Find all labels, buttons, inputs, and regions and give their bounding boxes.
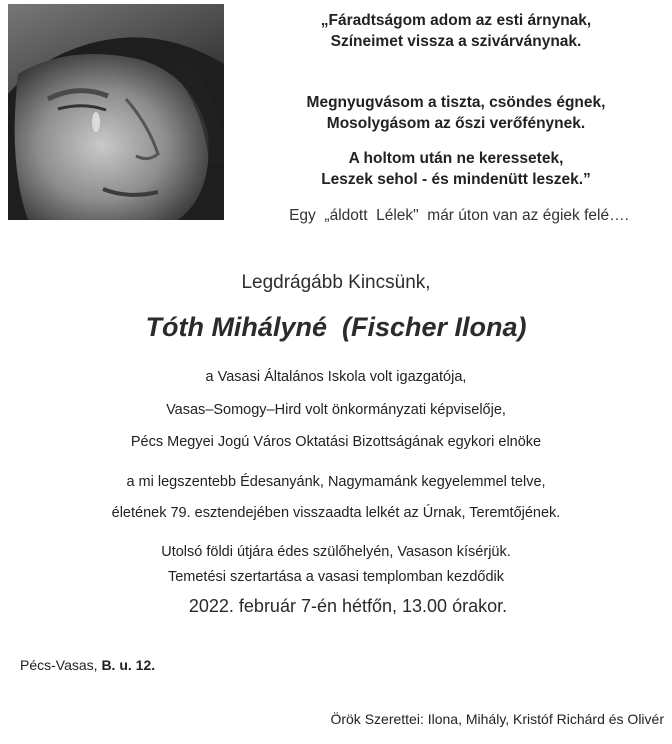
poem-stanza-2	[240, 92, 672, 134]
poem-stanza-1	[240, 10, 672, 52]
death-notice-line: a mi legszentebb Édesanyánk, Nagymamánk kegyelemmel telve,	[126, 474, 546, 490]
funeral-date: 2022. február 7-én hétfőn, 13.00 órakor.	[188, 596, 508, 616]
poem-line: Leszek sehol - és mindenütt leszek.”	[321, 171, 591, 188]
weeping-statue-photo	[8, 4, 224, 220]
poem-line: Megnyugvásom a tiszta, csöndes égnek,	[306, 94, 606, 111]
role-line: a Vasasi Általános Iskola volt igazgatója,	[205, 369, 467, 385]
poem-line: Színeimet vissza a szivárványnak.	[330, 33, 582, 50]
poem-line: A holtom után ne keressetek,	[348, 150, 564, 167]
address-number: B. u. 12.	[101, 657, 156, 673]
intro-line: Legdrágább Kincsünk,	[241, 272, 431, 293]
funeral-line: Temetési szertartása a vasasi templomban kezdődik	[167, 569, 505, 585]
poem-line: Mosolygásom az őszi verőfénynek.	[326, 115, 586, 132]
role-line: Vasas–Somogy–Hird volt önkormányzati képviselője,	[166, 402, 506, 418]
weeping-statue-icon	[8, 4, 224, 220]
mourners-line: Örök Szerettei: Ilona, Mihály, Kristóf Richárd és Olivér	[330, 711, 664, 727]
address	[20, 657, 155, 673]
blessed-soul-line: Egy „áldott Lélek" már úton van az égiek felé….	[289, 207, 629, 224]
death-notice-line: életének 79. esztendejében visszaadta lelkét az Úrnak, Teremtőjének.	[111, 505, 561, 521]
poem-stanza-3	[240, 148, 672, 190]
deceased-name: Tóth Mihályné (Fischer Ilona)	[145, 312, 527, 342]
poem-line: „Fáradtságom adom az esti árnynak,	[320, 12, 592, 29]
address-prefix: Pécs-Vasas,	[20, 657, 102, 673]
role-line: Pécs Megyei Jogú Város Oktatási Bizottságának egykori elnöke	[130, 434, 542, 450]
funeral-line: Utolsó földi útjára édes szülőhelyén, Vasason kísérjük.	[161, 544, 511, 560]
